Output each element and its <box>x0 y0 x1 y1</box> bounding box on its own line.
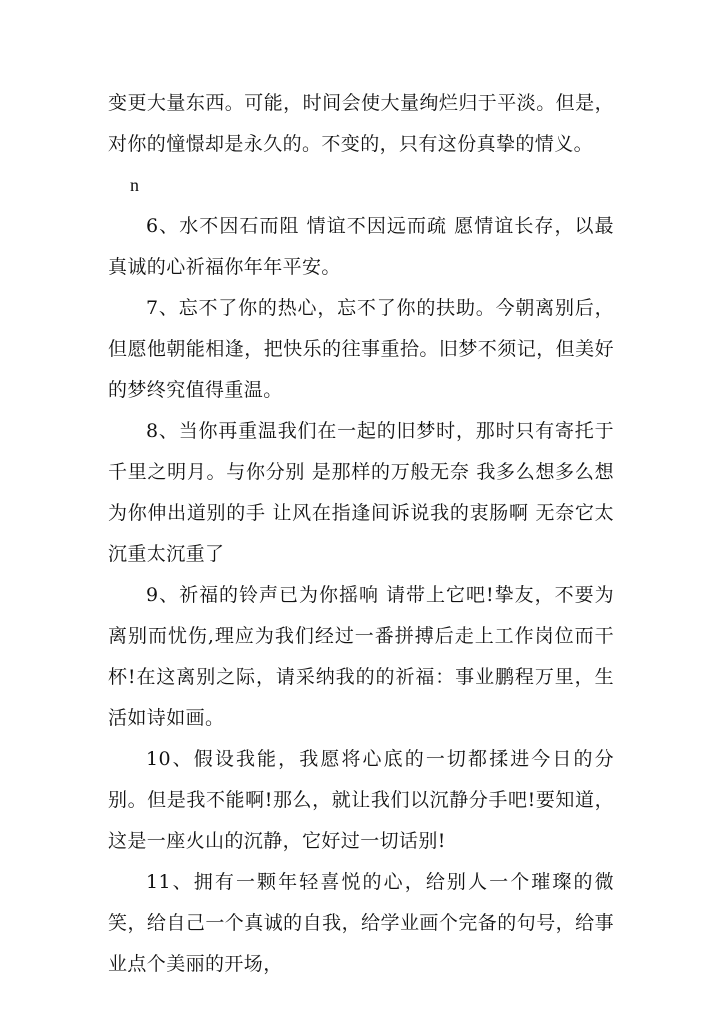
paragraph-item-9: 9、祈福的铃声已为你摇响 请带上它吧!挚友，不要为离别而忧伤,理应为我们经过一番拼搏后走上工作岗位而干杯!在这离别之际，请采纳我的的祈福：事业鹏程万里，生活如诗如画。 <box>108 584 614 729</box>
paragraph-item-10: 10、假设我能，我愿将心底的一切都揉进今日的分别。但是我不能啊!那么，就让我们以沉静分手吧!要知道，这是一座火山的沉静，它好过一切话别! <box>108 748 614 852</box>
paragraph-continued: 变更大量东西。可能，时间会使大量绚烂归于平淡。但是，对你的憧憬却是永久的。不变的，只有这份真挚的情义。 <box>108 92 614 155</box>
stray-character: n <box>130 175 139 195</box>
paragraph-item-8: 8、当你再重温我们在一起的旧梦时，那时只有寄托于千里之明月。与你分别 是那样的万般无奈 我多么想多么想为你伸出道别的手 让风在指逢间诉说我的衷肠啊 无奈它太沉重太沉重了 <box>108 420 614 565</box>
paragraph-item-6: 6、水不因石而阻 情谊不因远而疏 愿情谊长存，以最真诚的心祈福你年年平安。 <box>108 215 614 278</box>
paragraph-item-7: 7、忘不了你的热心，忘不了你的扶助。今朝离别后，但愿他朝能相逢，把快乐的往事重拾。旧梦不须记，但美好的梦终究值得重温。 <box>108 297 614 401</box>
document-body <box>108 83 614 985</box>
paragraph-item-11: 11、拥有一颗年轻喜悦的心，给别人一个璀璨的微笑，给自己一个真诚的自我，给学业画个完备的句号，给事业点个美丽的开场， <box>108 871 614 975</box>
